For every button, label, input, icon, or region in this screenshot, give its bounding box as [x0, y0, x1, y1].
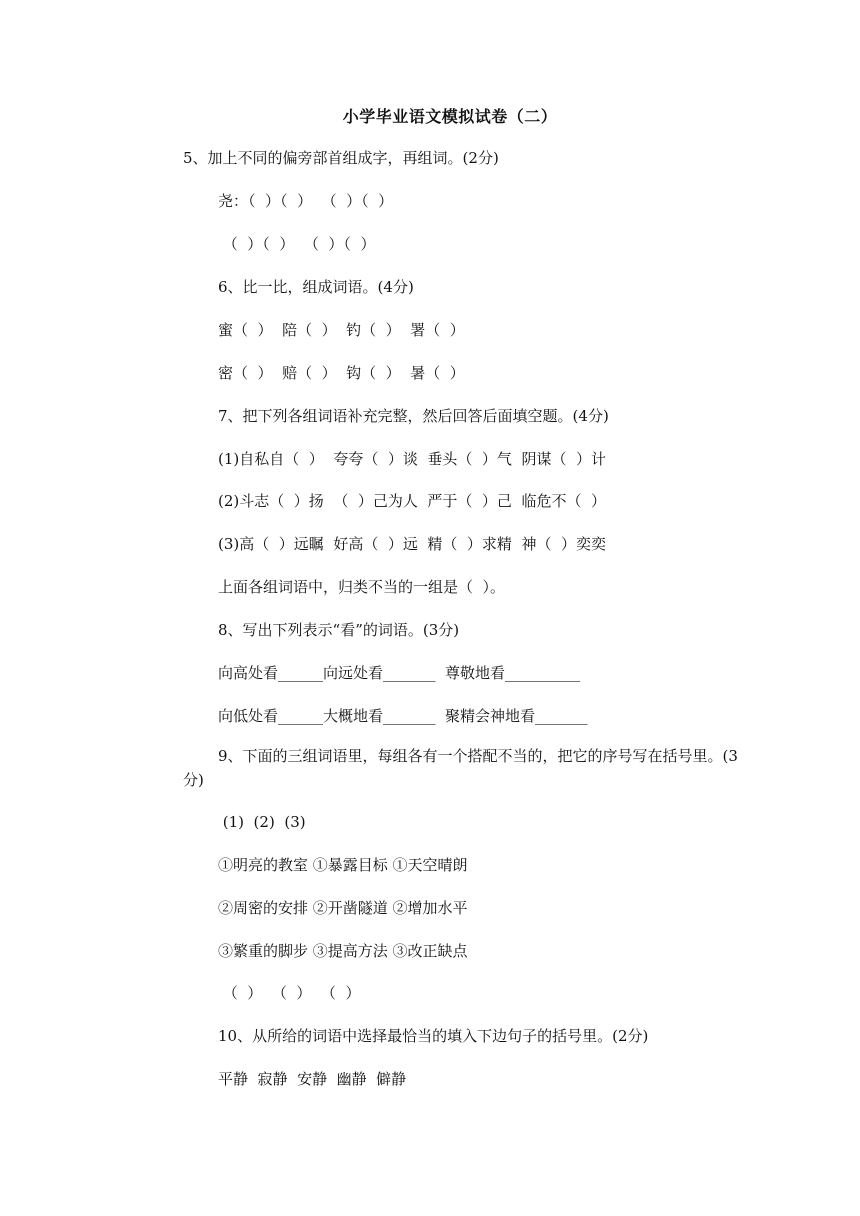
question-7-group-3: (3)高（ ）远瞩 好高（ ）远 精（ ）求精 神（ ）奕奕 — [218, 535, 607, 553]
question-9-row-1: ①明亮的教室 ①暴露目标 ①天空晴朗 — [218, 856, 468, 874]
question-9-row-3: ③繁重的脚步 ③提高方法 ③改正缺点 — [218, 942, 468, 960]
question-6-row-1: 蜜（ ） 陪（ ） 钓（ ） 署（ ） — [218, 321, 465, 339]
question-9-group-numbers: (1) (2) (3) — [218, 813, 306, 831]
question-6-row-2: 密（ ） 赔（ ） 钩（ ） 暑（ ） — [218, 364, 465, 382]
question-8-row-1: 向高处看______向远处看_______ 尊敬地看__________ — [218, 664, 581, 682]
question-10-word-options: 平静 寂静 安静 幽静 僻静 — [218, 1070, 407, 1088]
question-7-group-1: (1)自私自（ ） 夸夸（ ）谈 垂头（ ）气 阴谋（ ）计 — [218, 450, 607, 468]
question-10-heading: 10、从所给的词语中选择最恰当的填入下边句子的括号里。(2分) — [218, 1027, 649, 1045]
question-8-heading: 8、写出下列表示“看”的词语。(3分) — [218, 621, 460, 639]
question-5-heading: 5、加上不同的偏旁部首组成字，再组词。(2分) — [183, 149, 499, 167]
question-5-row-1: 尧：（ ）（ ） （ ）（ ） — [218, 192, 394, 210]
question-9-heading: 9、下面的三组词语里，每组各有一个搭配不当的，把它的序号写在括号里。(3分) — [183, 747, 738, 789]
question-7-heading: 7、把下列各组词语补充完整，然后回答后面填空题。(4分) — [218, 407, 609, 425]
question-7-group-2: (2)斗志（ ）扬 （ ）己为人 严于（ ）己 临危不（ ） — [218, 492, 607, 510]
question-7-followup: 上面各组词语中，归类不当的一组是（ ）。 — [218, 578, 506, 596]
question-8-row-2: 向低处看______大概地看_______ 聚精会神地看_______ — [218, 707, 588, 725]
question-9-row-2: ②周密的安排 ②开凿隧道 ②增加水平 — [218, 899, 468, 917]
page-title: 小学毕业语文模拟试卷（二） — [342, 107, 558, 126]
question-5-row-2: （ ）（ ） （ ）（ ） — [218, 235, 376, 253]
question-6-heading: 6、比一比，组成词语。(4分) — [218, 278, 414, 296]
question-9-answer-blanks: （ ） （ ） （ ） — [218, 984, 361, 1002]
